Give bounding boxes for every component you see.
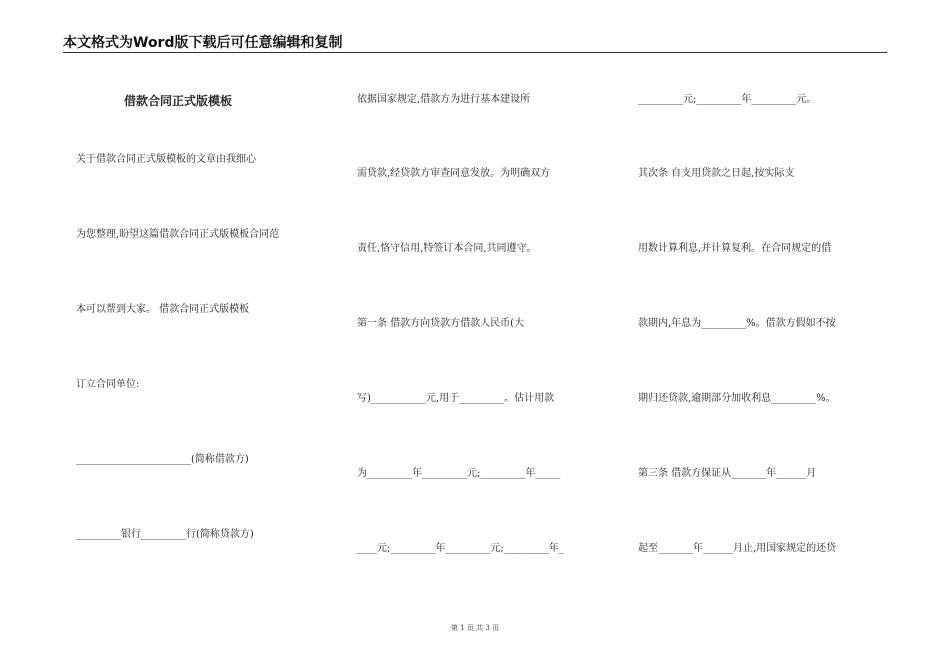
paragraph-line: 款期内,年息为_________%。借款方假如不按 [638,318,836,329]
page-number: 第 1 页 共 3 页 [450,624,500,632]
paragraph-line: 第三条 借款方保证从_______年______月 [638,468,817,479]
paragraph-line: 需贷款,经贷款方审查同意发放。为明确双方 [357,168,551,179]
paragraph-line: 期归还贷款,逾期部分加收利息_________%。 [638,393,836,404]
paragraph-line: 其次条 自支用贷款之日起,按实际支 [638,168,795,179]
paragraph-line: 用数计算利息,并计算复利。在合同规定的借 [638,243,832,254]
column-2 [357,60,603,620]
paragraph-line: _________元;_________年_________元。 [638,94,817,105]
page-header: 本文格式为Word版下载后可任意编辑和复制 [63,35,343,51]
paragraph-line: 责任,恪守信用,特签订本合同,共同遵守。 [357,243,537,254]
paragraph-line: 为_________年_________元;_________年_____ [357,468,561,479]
paragraph-line: _________银行_________行(简称贷款方) [76,529,254,540]
paragraph-line: 第一条 借款方向贷款方借款人民币(大 [357,318,525,329]
paragraph-line: 为您整理,盼望这篇借款合同正式版模板合同范 [76,229,280,240]
column-3 [638,60,884,620]
paragraph-line: 关于借款合同正式版模板的文章由我细心 [76,154,256,165]
paragraph-line: 本可以帮到大家。 借款合同正式版模板 [76,304,250,315]
column-1 [76,60,322,620]
paragraph-line: ____元;_________年_________元;_________年_ [357,543,564,554]
paragraph-line: 起至_______年______月止,用国家规定的还贷 [638,543,837,554]
paragraph-line: 依据国家规定,借款方为进行基本建设所 [357,94,531,105]
paragraph-line: 写)___________元,用于_________。估计用款 [357,393,555,404]
paragraph-line: 订立合同单位: [76,379,140,390]
paragraph-line: _______________________(简称借款方) [76,454,249,465]
document-title: 借款合同正式版模板 [124,94,233,108]
header-divider [63,52,887,53]
